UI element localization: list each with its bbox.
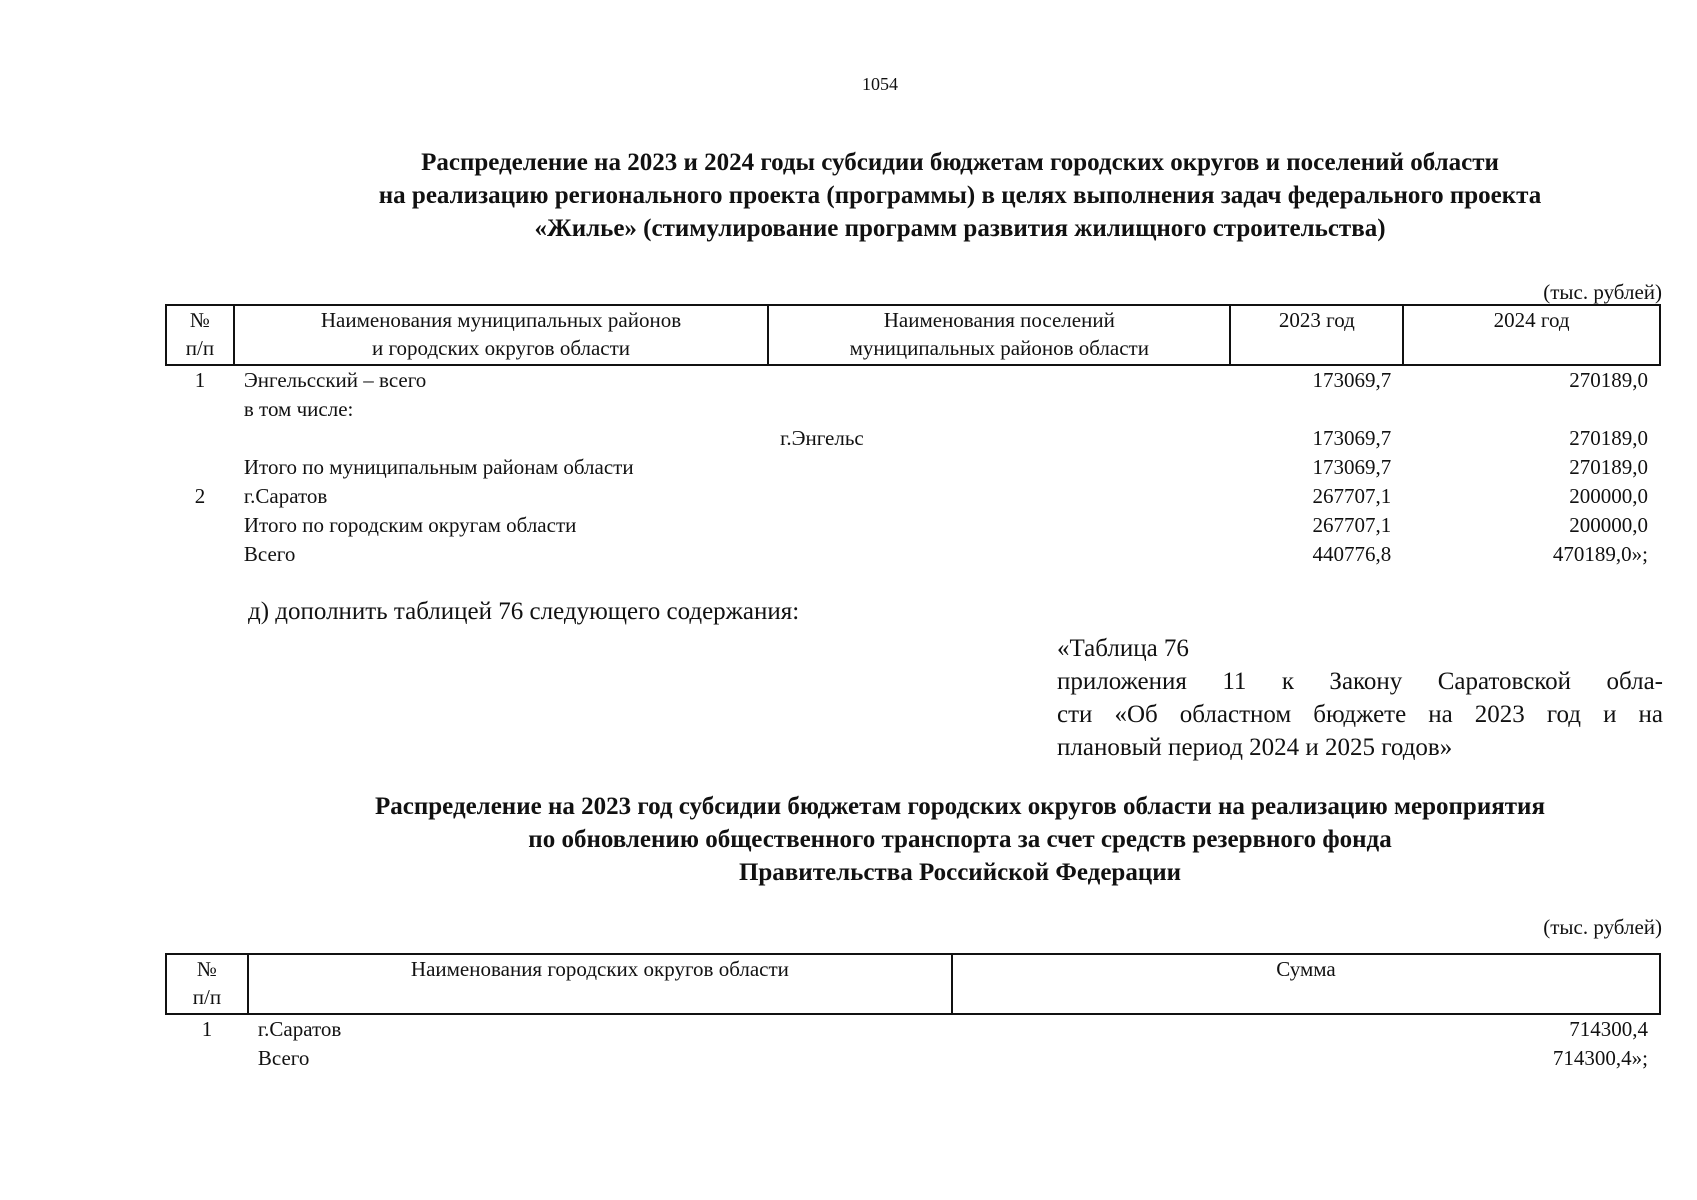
header-settlement: Наименования поселений муниципальных районов области — [768, 305, 1230, 365]
row-2024: 270189,0 — [1569, 455, 1648, 479]
row-2023 — [1230, 395, 1403, 424]
row-district: Всего — [243, 542, 296, 566]
row-num — [166, 1044, 248, 1073]
section1-table — [165, 304, 1661, 569]
row-settlement — [768, 482, 1230, 511]
row-2023: 267707,1 — [1312, 484, 1392, 508]
row-settlement: г.Энгельс — [780, 426, 864, 450]
row-district: в том числе: — [243, 397, 354, 421]
row-num — [166, 540, 234, 569]
row-num — [166, 453, 234, 482]
section2-unit: (тыс. рублей) — [1543, 915, 1662, 939]
row-settlement — [768, 540, 1230, 569]
row-2024 — [1403, 395, 1660, 424]
table-row — [166, 482, 1660, 511]
row-num: 1 — [194, 368, 206, 392]
row-2024: 200000,0 — [1569, 513, 1648, 537]
header-2023: 2023 год — [1230, 305, 1403, 365]
table-row — [166, 424, 1660, 453]
note-line: сти «Об областном бюджете на 2023 год и на — [1057, 701, 1663, 728]
row-settlement — [768, 453, 1230, 482]
row-2023: 173069,7 — [1312, 426, 1392, 450]
table-row — [166, 395, 1660, 424]
section1-unit: (тыс. рублей) — [1543, 280, 1662, 304]
row-2023: 173069,7 — [1312, 455, 1392, 479]
section1-title — [160, 146, 1697, 245]
table-row — [166, 511, 1660, 540]
table-row — [166, 1044, 1660, 1073]
section1-title-line: на реализацию регионального проекта (программы) в целях выполнения задач федерального проекта — [378, 182, 1542, 209]
row-num — [166, 424, 234, 453]
row-num — [166, 511, 234, 540]
table-row — [166, 453, 1660, 482]
row-2024: 470189,0»; — [1552, 542, 1648, 566]
table-header-row — [166, 954, 1660, 1014]
row-district: Энгельсский – всего — [243, 368, 427, 392]
table-reference-note — [1057, 632, 1663, 764]
row-num: 1 — [201, 1017, 213, 1041]
header-num: № п/п — [166, 305, 234, 365]
header-2024: 2024 год — [1403, 305, 1660, 365]
note-line: приложения 11 к Закону Саратовской обла- — [1057, 668, 1663, 695]
table-header-row — [166, 305, 1660, 365]
section2-table — [165, 953, 1661, 1073]
row-2023: 267707,1 — [1312, 513, 1392, 537]
table-row — [166, 540, 1660, 569]
section1-title-line: Распределение на 2023 и 2024 годы субсидии бюджетам городских округов и поселений области — [421, 149, 1499, 176]
row-2023: 173069,7 — [1312, 368, 1392, 392]
row-2024: 270189,0 — [1569, 426, 1648, 450]
section2-title-line: Правительства Российской Федерации — [738, 859, 1182, 886]
row-settlement — [768, 365, 1230, 395]
header-sum: Сумма — [952, 954, 1660, 1014]
row-settlement — [768, 395, 1230, 424]
note-line: «Таблица 76 — [1057, 635, 1189, 662]
section2-title-line: по обновлению общественного транспорта за счет средств резервного фонда — [528, 826, 1392, 853]
section2-title-line: Распределение на 2023 год субсидии бюджетам городских округов области на реализацию мероприятия — [375, 793, 1545, 820]
row-num — [166, 395, 234, 424]
row-num: 2 — [194, 484, 206, 508]
row-2024: 270189,0 — [1569, 368, 1648, 392]
page-number: 1054 — [862, 74, 898, 94]
row-district — [234, 424, 768, 453]
row-name: Всего — [257, 1046, 310, 1070]
header-district: Наименования муниципальных районов и городских округов области — [234, 305, 768, 365]
header-num: № п/п — [166, 954, 248, 1014]
row-district: Итого по городским округам области — [243, 513, 577, 537]
row-sum: 714300,4»; — [1552, 1046, 1648, 1070]
row-2024: 200000,0 — [1569, 484, 1648, 508]
row-settlement — [768, 511, 1230, 540]
section2-title — [160, 790, 1697, 889]
table-row — [166, 365, 1660, 395]
row-sum: 714300,4 — [1569, 1017, 1648, 1041]
instruction-text: д) дополнить таблицей 76 следующего содержания: — [248, 598, 800, 625]
header-name: Наименования городских округов области — [248, 954, 952, 1014]
row-name: г.Саратов — [257, 1017, 342, 1041]
section1-title-line: «Жилье» (стимулирование программ развития жилищного строительства) — [534, 215, 1386, 242]
row-district: г.Саратов — [243, 484, 328, 508]
note-line: плановый период 2024 и 2025 годов» — [1057, 734, 1453, 761]
table-row — [166, 1014, 1660, 1044]
row-district: Итого по муниципальным районам области — [243, 455, 634, 479]
row-2023: 440776,8 — [1312, 542, 1392, 566]
